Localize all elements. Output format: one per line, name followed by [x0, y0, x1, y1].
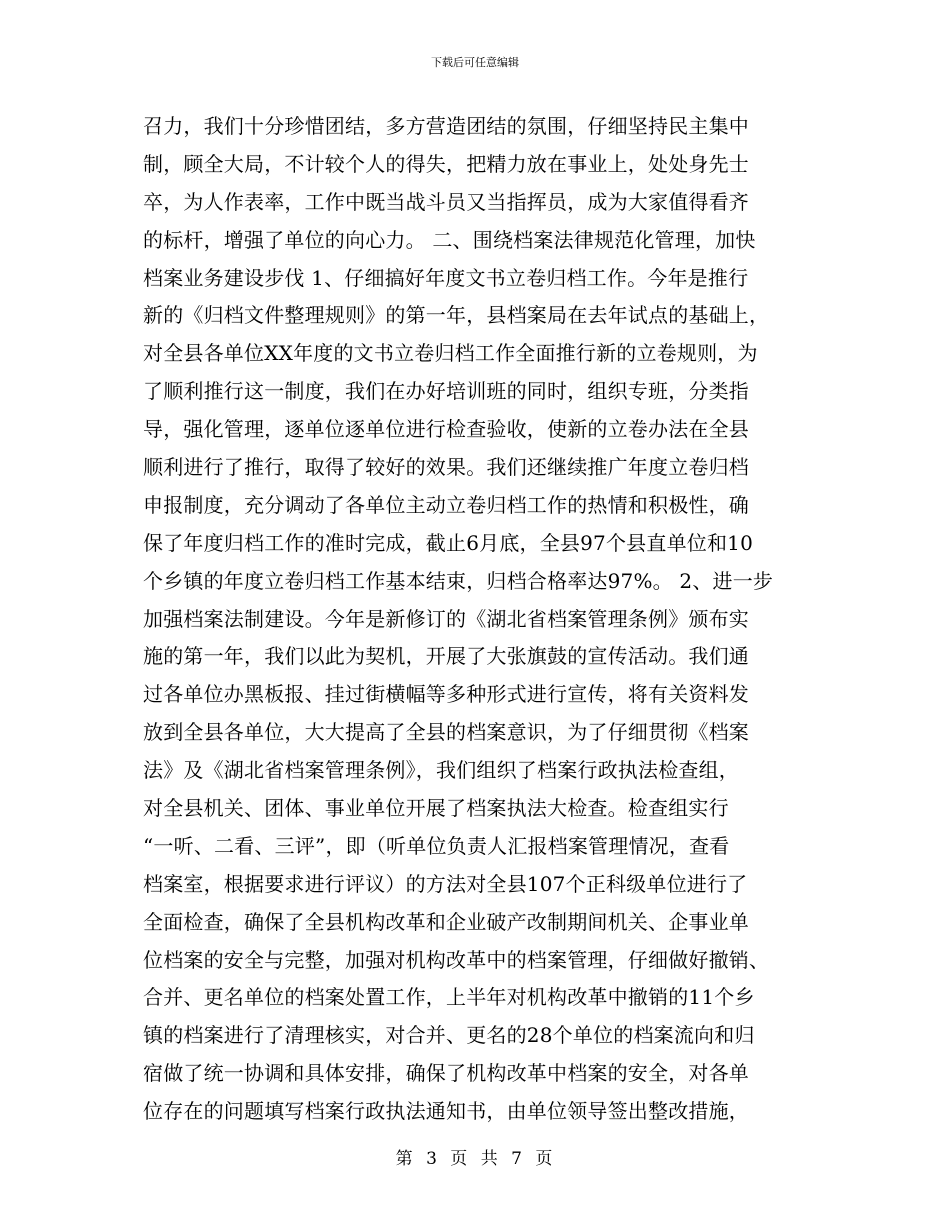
body-line: 宿做了统一协调和具体安排，确保了机构改革中档案的安全，对各单: [143, 1061, 749, 1086]
body-line: 镇的档案进行了清理核实，对合并、更名的28个单位的档案流向和归: [143, 1023, 755, 1048]
body-line: 对全县各单位XX年度的文书立卷归档工作全面推行新的立卷规则，为: [143, 341, 758, 366]
body-line: 全面检查，确保了全县机构改革和企业破产改制期间机关、企事业单: [143, 909, 749, 934]
body-line: 新的《归档文件整理规则》的第一年，县档案局在去年试点的基础上，: [143, 303, 770, 328]
body-line: 卒，为人作表率，工作中既当战斗员又当指挥员，成为大家值得看齐: [143, 189, 749, 214]
body-line: 了顺利推行这一制度，我们在办好培训班的同时，组织专班，分类指: [143, 379, 749, 404]
body-line: 申报制度，充分调动了各单位主动立卷归档工作的热情和积极性，确: [143, 492, 749, 517]
body-line: “一听、二看、三评”，即（听单位负责人汇报档案管理情况，查看: [143, 833, 730, 858]
page-number-footer: 第 3 页 共 7 页: [395, 1149, 555, 1169]
body-line: 顺利进行了推行，取得了较好的效果。我们还继续推广年度立卷归档: [143, 455, 749, 480]
body-line: 个乡镇的年度立卷归档工作基本结束，归档合格率达97%。 2、进一步: [143, 568, 774, 593]
body-line: 位存在的问题填写档案行政执法通知书，由单位领导签出整改措施，: [143, 1099, 749, 1124]
body-line: 档案室，根据要求进行评议）的方法对全县107个正科级单位进行了: [143, 871, 748, 896]
body-line: 对全县机关、团体、事业单位开展了档案执法大检查。检查组实行: [143, 796, 729, 821]
body-line: 保了年度归档工作的准时完成，截止6月底，全县97个县直单位和10: [143, 530, 754, 555]
body-line: 合并、更名单位的档案处置工作，上半年对机构改革中撤销的11个乡: [143, 985, 755, 1010]
body-line: 加强档案法制建设。今年是新修订的《湖北省档案管理条例》颁布实: [143, 606, 749, 631]
body-line: 档案业务建设步伐 1、仔细搞好年度文书立卷归档工作。今年是推行: [143, 265, 749, 290]
body-line: 放到全县各单位，大大提高了全县的档案意识，为了仔细贯彻《档案: [143, 720, 749, 745]
body-line: 召力，我们十分珍惜团结，多方营造团结的氛围，仔细坚持民主集中: [143, 114, 749, 138]
body-line: 过各单位办黑板报、挂过街横幅等多种形式进行宣传，将有关资料发: [143, 682, 749, 707]
body-line: 的标杆，增强了单位的向心力。 二、围绕档案法律规范化管理，加快: [143, 227, 756, 252]
body-line: 法》及《湖北省档案管理条例》，我们组织了档案行政执法检查组，: [143, 758, 739, 783]
body-line: 制，顾全大局，不计较个人的得失，把精力放在事业上，处处身先士: [143, 151, 749, 176]
page-header: 下载后可任意编辑: [431, 56, 519, 69]
body-line: 施的第一年，我们以此为契机，开展了大张旗鼓的宣传活动。我们通: [143, 644, 749, 669]
body-line: 位档案的安全与完整，加强对机构改革中的档案管理，仔细做好撤销、: [143, 947, 770, 972]
document-body: [143, 108, 813, 1131]
body-line: 导，强化管理，逐单位逐单位进行检查验收，使新的立卷办法在全县: [143, 417, 749, 442]
